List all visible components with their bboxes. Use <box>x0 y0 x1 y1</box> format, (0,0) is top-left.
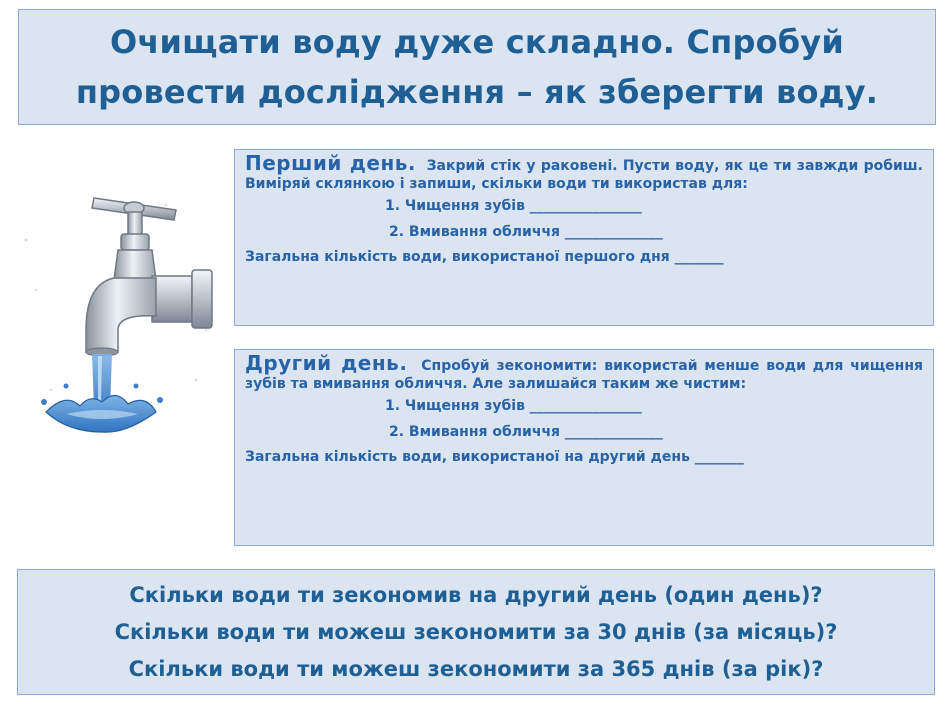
day2-heading: Другий день. <box>245 351 408 375</box>
title-line-1: Очищати воду дуже складно. Спробуй <box>109 23 844 61</box>
question-365-days: Скільки води ти можеш зекономити за 365 днів (за рік)? <box>128 656 824 681</box>
water-faucet-icon <box>6 180 231 440</box>
day1-item-brushing: 1. Чищення зубів ________________ <box>385 198 642 214</box>
day2-panel <box>234 349 934 546</box>
questions-panel <box>17 569 935 695</box>
day1-total: Загальна кількість води, використаної першого дня _______ <box>245 249 724 265</box>
title-line-2: провести дослідження – як зберегти воду. <box>75 73 879 111</box>
day1-item-washing: 2. Вмивання обличчя ______________ <box>389 224 663 240</box>
question-one-day: Скільки води ти зекономив на другий день (один день)? <box>129 582 823 607</box>
day1-instructions: Закрий стік у раковені. Пусти воду, як це ти завжди робиш. Виміряй склянкою і запиши, скільки води ти використав для: <box>245 158 923 192</box>
day2-instructions: Спробуй зекономити: використай менше води для чищення зубів та вмивання обличчя. Але залишайся таким же чистим: <box>245 358 923 392</box>
day2-total: Загальна кількість води, використаної на другий день _______ <box>245 449 744 465</box>
title-banner <box>18 9 936 125</box>
day2-item-brushing: 1. Чищення зубів ________________ <box>385 398 642 414</box>
question-30-days: Скільки води ти можеш зекономити за 30 днів (за місяць)? <box>114 619 838 644</box>
day2-item-washing: 2. Вмивання обличчя ______________ <box>389 424 663 440</box>
day1-panel <box>234 149 934 326</box>
day1-heading: Перший день. <box>245 151 417 175</box>
